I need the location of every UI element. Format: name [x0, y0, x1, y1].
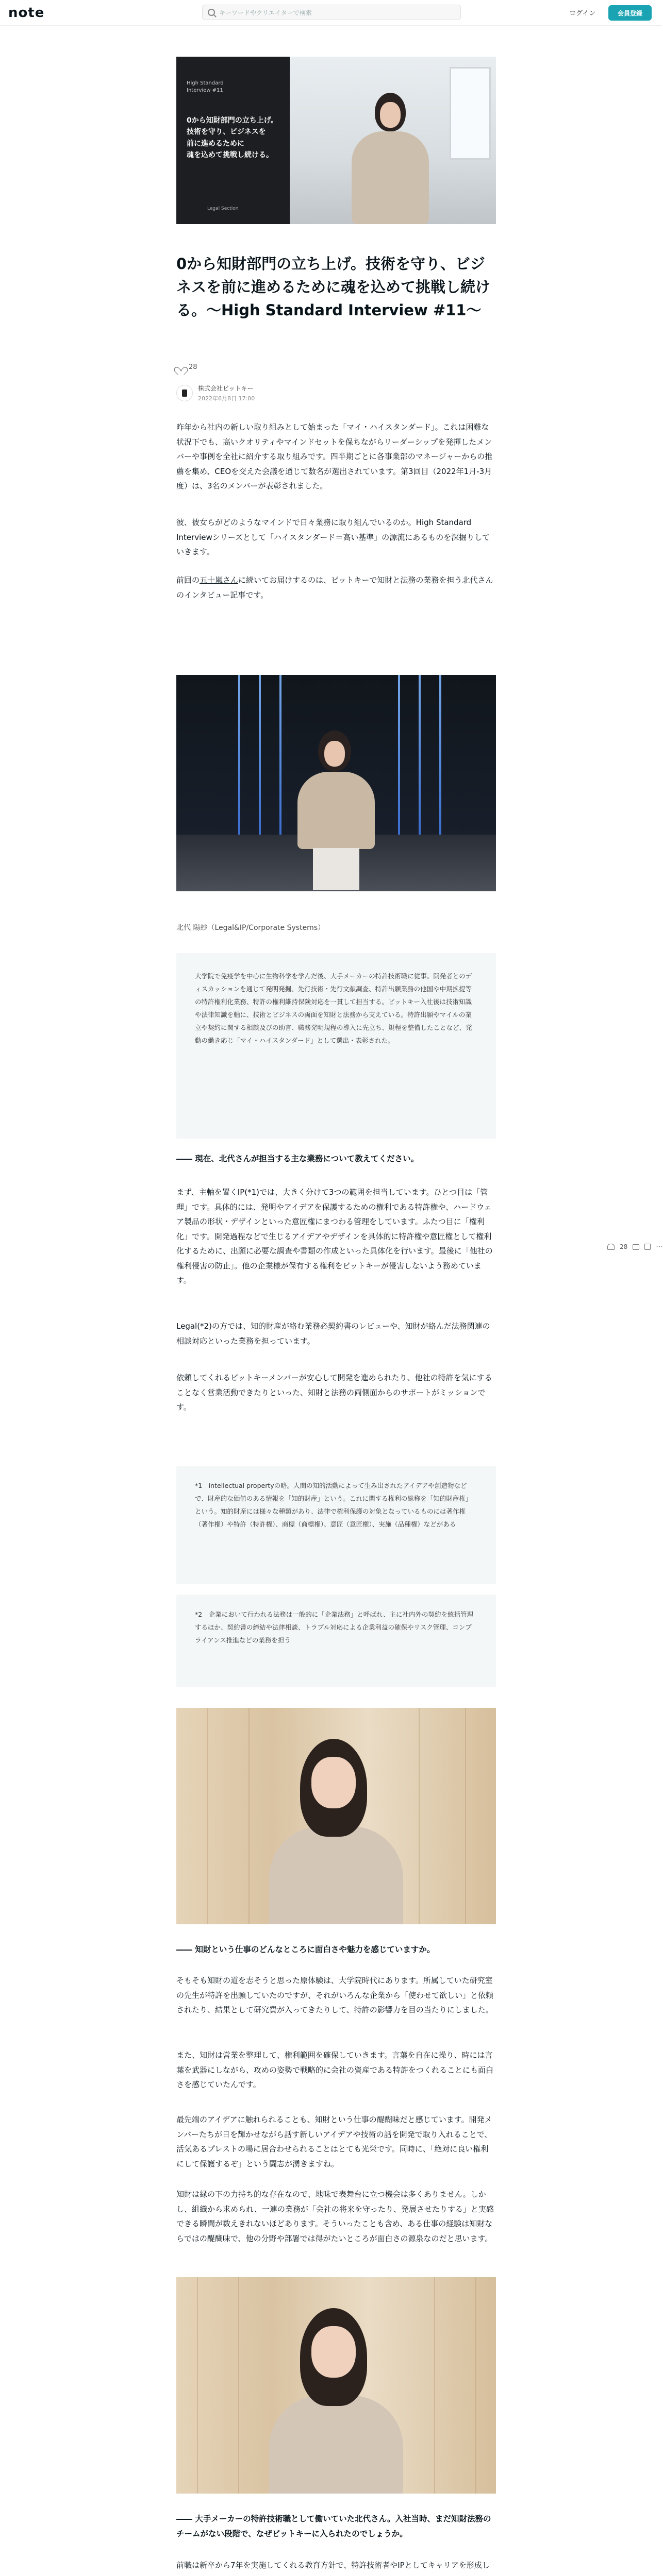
login-link[interactable]: ログイン [569, 10, 596, 18]
footnote-box-1: *1 intellectual propertyの略。人間の知的活動によって生み出されたアイデアや創造物などで、財産的な価値のある情報を「知的財産」という。これに関する権利の総称を「知的財産権」という。知的財産には様々な種類があり、法律で権利保護の対象となっているものには著作権（著作権）や特許（特許権）、商標（商標権）、意匠（意匠権）、実施（品種権）などがある [176, 1466, 496, 1584]
section1-paragraph-3: 依頼してくれるビットキーメンバーが安心して開発を進められたり、他社の特許を気にすることなく営業活動できたりといった、知財と法務の両側面からのサポートがミッションです。 [176, 1373, 492, 1412]
site-header [0, 0, 662, 26]
intro-paragraph-3: 前回の五十嵐さんに続いてお届けするのは、ビットキーで知財と法務の業務を担う北代さんのインタビュー記事です。 [176, 575, 493, 600]
heart-icon[interactable] [607, 1244, 615, 1250]
intro-paragraph-2: 彼、彼女らがどのようなマインドで日々業務に取り組んでいるのか。High Standard Interviewシリーズとして「ハイスタンダード＝高い基準」の源流にあるものを深掘りしていきます。 [176, 518, 490, 556]
section-heading-3: ―― 大手メーカーの特許技術職として働いていた北代さん。入社当時、まだ知財法務のチームがない段階で、なぜビットキーに入られたのでしょうか。 [176, 2514, 491, 2539]
hero-foot: Legal Section [207, 206, 239, 211]
footnote-box-2: *2 企業において行われる法務は一般的に「企業法務」と呼ばれ、主に社内外の契約を統括管理するほか、契約書の締結や法律相談、トラブル対応による企業利益の確保やリスク管理、コンプライアンス推進などの業務を担う [176, 1595, 496, 1687]
author-name[interactable]: 株式会社ビットキー [198, 385, 254, 392]
publish-date: 2022年6月8日 17:00 [198, 395, 255, 402]
search-box[interactable] [202, 5, 461, 20]
previous-interview-link[interactable]: 五十嵐さん [200, 575, 239, 585]
section3-paragraph-1: 前職は新卒から7年を実施してくれる教育方針で、特許技術者やIPとしてキャリアを形成し [176, 2561, 490, 2570]
search-input[interactable]: キーワードやクリエイターで検索 [219, 9, 312, 16]
section-heading-2: ―― 知財という仕事のどんなところに面白さや魅力を感じていますか。 [176, 1945, 435, 1954]
like-count: 28 [189, 363, 197, 371]
like-counter[interactable] [176, 363, 197, 371]
hallway-photo [176, 675, 496, 891]
section-heading-1: ―― 現在、北代さんが担当する主な業務について教えてください。 [176, 1154, 419, 1163]
hero-window [450, 67, 491, 160]
hero-brand: High Standard Interview #11 [187, 80, 224, 93]
hero-headline: 0から知財部門の立ち上げ。 技術を守り、ビジネスを 前に進めるために 魂を込めて挑戦し続ける。 [187, 116, 278, 160]
article-title: 0から知財部門の立ち上げ。技術を守り、ビジネスを前に進めるために魂を込めて挑戦し続ける。〜High Standard Interview #11〜 [176, 255, 491, 319]
photo-caption: 北代 陽紗（Legal&IP/Corporate Systems） [176, 924, 325, 932]
floating-like-count: 28 [620, 1243, 628, 1250]
hero-text-panel [176, 57, 290, 224]
search-icon [208, 9, 215, 16]
share-icon[interactable] [644, 1244, 651, 1250]
section1-paragraph-2: Legal(*2)の方では、知的財産が絡む業務必契約書のレビューや、知財が絡んだ法務関連の相談対応といった業務を担っています。 [176, 1321, 490, 1346]
author-block[interactable] [176, 384, 255, 402]
intro-paragraph-1: 昨年から社内の新しい取り組みとして始まった「マイ・ハイスタンダード」。これは困難な状況下でも、高いクオリティやマインドセットを保ちながらリーダーシップを発揮したメンバーや事例を全社に紹介する取り組みです。四半期ごとに各事業部のマネージャーからの推薦を集め、CEOを交えた会議を通じて数名が選出されています。第3回目（2022年1月-3月度）は、3名のメンバーが表彰されました。 [176, 422, 493, 490]
note-logo[interactable]: note [8, 5, 45, 21]
photo-person [292, 731, 380, 890]
hero-photo [290, 57, 496, 224]
portrait-photo-2 [176, 2277, 496, 2494]
signup-button[interactable]: 会員登録 [608, 5, 652, 21]
section1-paragraph-1: まず、主軸を置くIP(*1)では、大きく分けて3つの範囲を担当しています。ひとつ目は「管理」です。具体的には、発明やアイデアを保護するための権利である特許権や、ハードウェア製品の形状・デザインといった意匠権にまつわる管理をしています。ふたつ目に「権利化」です。開発過程などで生じるアイデアやデザインを具体的に特許権や意匠権として権利化するために、出願に必要な調査や書類の作成といった具体化を行います。最後に「他社の権利侵害の防止」。他の企業様が保有する権利をビットキーが侵害しないよう務めています。 [176, 1188, 493, 1285]
profile-box: 大学院で免疫学を中心に生物科学を学んだ後、大手メーカーの特許技術職に従事。開発者とのディスカッションを通じて発明発掘、先行技術・先行文献調査、特許出願業務の他国や中期拡提等の特許権利化業務、特許の権利維持保険対応を一貫して担当する。ビットキー入社後は技術知識や法律知識を軸に、技術とビジネスの両面を知財と法務から支えている。特許出願やマイルの業立や契約に関する相談及びの助言、職務発明規程の導入に先立ち、規程を整備したことなど、発動の働き応じ「マイ・ハイスタンダード」として選出・表彰された。 [176, 953, 496, 1139]
section2-paragraph-3: 最先端のアイデアに触れられることも、知財という仕事の醍醐味だと感じています。開発メンバーたちが日を輝かせながら話す新しいアイデアや技術の話を開発で取り入れることで、活気あるプレストの場に居合わせられることはとても光栄です。同時に、「絶対に良い権利にして保護するぞ」という闘志が湧きますね。 [176, 2115, 492, 2168]
section2-paragraph-4: 知財は縁の下の力持ち的な存在なので、地味で表舞台に立つ機会は多くありません。しかし、組織から求められ、一連の業務が「会社の将来を守ったり、発展させたりする」と実感できる瞬間が数えきれないほどあります。そういったことも含め、ある仕事の経験は知財ならではの醍醐味で、他の分野や部署では得がたいところが面白さの源泉なのだと思います。 [176, 2190, 494, 2243]
hero-person [352, 93, 429, 224]
section2-paragraph-1: そもそも知財の道を志そうと思った原体験は、大学院時代にあります。所属していた研究室の先生が特許を出願していたのですが、それがいろんな企業から「使わせて欲しい」と依頼されたり、結果として研究費が入ってきたりして、特許の影響力を目の当たりにしました。 [176, 1976, 494, 2014]
section2-paragraph-2: また、知財は営業を整理して、権利範囲を確保していきます。言葉を自在に操り、時には言葉を武器にしながら、攻めの姿勢で戦略的に会社の資産である特許をつくれることにも面白さを感じていたんです。 [176, 2050, 494, 2089]
more-icon[interactable]: ⋯ [656, 1243, 663, 1251]
avatar[interactable] [176, 385, 193, 401]
portrait-photo-1 [176, 1708, 496, 1924]
hero-image [176, 57, 496, 224]
heart-icon[interactable] [176, 364, 185, 371]
comment-icon[interactable] [633, 1244, 639, 1250]
floating-actions [607, 1243, 663, 1251]
